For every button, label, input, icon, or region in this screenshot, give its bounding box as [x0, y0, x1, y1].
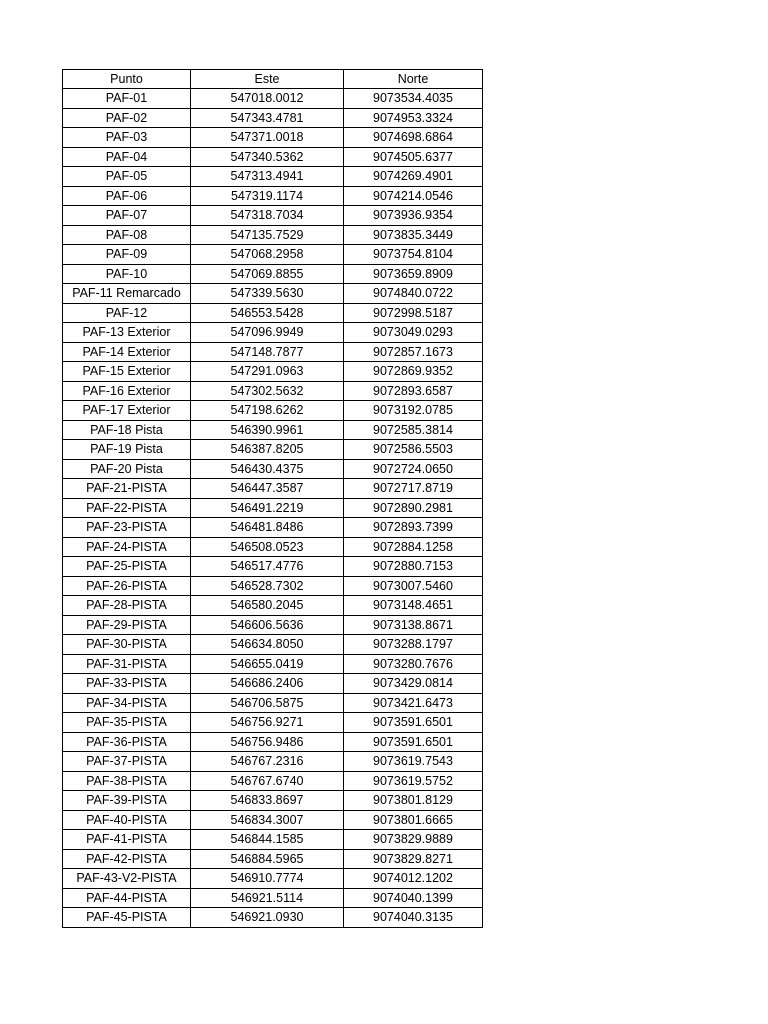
- table-row: [63, 752, 483, 772]
- cell-punto: PAF-17 Exterior: [63, 401, 191, 421]
- cell-este: 547068.2958: [191, 245, 344, 265]
- cell-este: 547313.4941: [191, 167, 344, 187]
- cell-este: 546580.2045: [191, 596, 344, 616]
- table-row: [63, 693, 483, 713]
- cell-punto: PAF-35-PISTA: [63, 713, 191, 733]
- cell-punto: PAF-25-PISTA: [63, 557, 191, 577]
- cell-punto: PAF-45-PISTA: [63, 908, 191, 928]
- table-row: [63, 186, 483, 206]
- cell-norte: 9072724.0650: [344, 459, 483, 479]
- table-row: [63, 303, 483, 323]
- cell-este: 547148.7877: [191, 342, 344, 362]
- cell-este: 547018.0012: [191, 89, 344, 109]
- cell-punto: PAF-12: [63, 303, 191, 323]
- cell-norte: 9073148.4651: [344, 596, 483, 616]
- cell-norte: 9072890.2981: [344, 498, 483, 518]
- cell-norte: 9074505.6377: [344, 147, 483, 167]
- cell-norte: 9072884.1258: [344, 537, 483, 557]
- table-row: [63, 498, 483, 518]
- cell-punto: PAF-44-PISTA: [63, 888, 191, 908]
- cell-punto: PAF-05: [63, 167, 191, 187]
- cell-norte: 9072857.1673: [344, 342, 483, 362]
- cell-norte: 9073429.0814: [344, 674, 483, 694]
- cell-este: 547291.0963: [191, 362, 344, 382]
- cell-este: 547096.9949: [191, 323, 344, 343]
- table-header: [63, 70, 483, 89]
- cell-este: 546553.5428: [191, 303, 344, 323]
- cell-este: 546844.1585: [191, 830, 344, 850]
- cell-este: 546655.0419: [191, 654, 344, 674]
- cell-norte: 9073619.7543: [344, 752, 483, 772]
- cell-este: 546447.3587: [191, 479, 344, 499]
- cell-punto: PAF-08: [63, 225, 191, 245]
- table-row: [63, 674, 483, 694]
- cell-norte: 9073801.8129: [344, 791, 483, 811]
- cell-norte: 9074840.0722: [344, 284, 483, 304]
- table-row: [63, 245, 483, 265]
- cell-este: 546921.0930: [191, 908, 344, 928]
- cell-este: 547319.1174: [191, 186, 344, 206]
- table-row: [63, 342, 483, 362]
- cell-punto: PAF-43-V2-PISTA: [63, 869, 191, 889]
- cell-punto: PAF-21-PISTA: [63, 479, 191, 499]
- cell-norte: 9072893.7399: [344, 518, 483, 538]
- table-row: [63, 557, 483, 577]
- cell-punto: PAF-13 Exterior: [63, 323, 191, 343]
- cell-punto: PAF-18 Pista: [63, 420, 191, 440]
- table-row: [63, 323, 483, 343]
- cell-este: 546706.5875: [191, 693, 344, 713]
- cell-norte: 9073138.8671: [344, 615, 483, 635]
- cell-norte: 9073801.6665: [344, 810, 483, 830]
- cell-este: 546606.5636: [191, 615, 344, 635]
- cell-punto: PAF-15 Exterior: [63, 362, 191, 382]
- cell-este: 546921.5114: [191, 888, 344, 908]
- table-row: [63, 576, 483, 596]
- table-row: [63, 654, 483, 674]
- cell-este: 546390.9961: [191, 420, 344, 440]
- cell-punto: PAF-16 Exterior: [63, 381, 191, 401]
- table-row: [63, 596, 483, 616]
- table-row: [63, 128, 483, 148]
- cell-punto: PAF-07: [63, 206, 191, 226]
- cell-este: 546387.8205: [191, 440, 344, 460]
- table-row: [63, 362, 483, 382]
- cell-este: 547318.7034: [191, 206, 344, 226]
- table-row: [63, 615, 483, 635]
- cell-norte: 9074698.6864: [344, 128, 483, 148]
- table-row: [63, 284, 483, 304]
- cell-norte: 9073619.5752: [344, 771, 483, 791]
- cell-punto: PAF-31-PISTA: [63, 654, 191, 674]
- cell-norte: 9073829.8271: [344, 849, 483, 869]
- cell-norte: 9074953.3324: [344, 108, 483, 128]
- cell-norte: 9072869.9352: [344, 362, 483, 382]
- cell-punto: PAF-03: [63, 128, 191, 148]
- cell-punto: PAF-11 Remarcado: [63, 284, 191, 304]
- header-punto: Punto: [63, 70, 191, 89]
- cell-punto: PAF-38-PISTA: [63, 771, 191, 791]
- cell-este: 547069.8855: [191, 264, 344, 284]
- cell-punto: PAF-06: [63, 186, 191, 206]
- cell-norte: 9074214.0546: [344, 186, 483, 206]
- table-row: [63, 108, 483, 128]
- table-row: [63, 401, 483, 421]
- cell-punto: PAF-23-PISTA: [63, 518, 191, 538]
- coordinates-table: [62, 69, 483, 928]
- cell-norte: 9073754.8104: [344, 245, 483, 265]
- cell-punto: PAF-22-PISTA: [63, 498, 191, 518]
- table-row: [63, 420, 483, 440]
- table-row: [63, 771, 483, 791]
- cell-norte: 9072998.5187: [344, 303, 483, 323]
- table-body: [63, 89, 483, 928]
- cell-punto: PAF-19 Pista: [63, 440, 191, 460]
- cell-este: 546491.2219: [191, 498, 344, 518]
- cell-norte: 9073936.9354: [344, 206, 483, 226]
- cell-norte: 9073192.0785: [344, 401, 483, 421]
- cell-norte: 9073534.4035: [344, 89, 483, 109]
- table-row: [63, 225, 483, 245]
- cell-norte: 9073835.3449: [344, 225, 483, 245]
- cell-punto: PAF-30-PISTA: [63, 635, 191, 655]
- cell-punto: PAF-29-PISTA: [63, 615, 191, 635]
- cell-punto: PAF-02: [63, 108, 191, 128]
- cell-este: 547371.0018: [191, 128, 344, 148]
- cell-punto: PAF-09: [63, 245, 191, 265]
- header-row: [63, 70, 483, 89]
- table-row: [63, 264, 483, 284]
- cell-punto: PAF-04: [63, 147, 191, 167]
- cell-punto: PAF-39-PISTA: [63, 791, 191, 811]
- cell-punto: PAF-14 Exterior: [63, 342, 191, 362]
- table-row: [63, 459, 483, 479]
- cell-este: 547198.6262: [191, 401, 344, 421]
- cell-punto: PAF-01: [63, 89, 191, 109]
- cell-este: 546756.9486: [191, 732, 344, 752]
- cell-este: 546767.2316: [191, 752, 344, 772]
- cell-este: 546686.2406: [191, 674, 344, 694]
- cell-punto: PAF-36-PISTA: [63, 732, 191, 752]
- table-row: [63, 440, 483, 460]
- cell-este: 547343.4781: [191, 108, 344, 128]
- cell-norte: 9074040.3135: [344, 908, 483, 928]
- table-row: [63, 635, 483, 655]
- cell-este: 546833.8697: [191, 791, 344, 811]
- table-row: [63, 89, 483, 109]
- cell-punto: PAF-24-PISTA: [63, 537, 191, 557]
- cell-norte: 9074269.4901: [344, 167, 483, 187]
- cell-norte: 9073591.6501: [344, 713, 483, 733]
- table-row: [63, 147, 483, 167]
- cell-punto: PAF-26-PISTA: [63, 576, 191, 596]
- header-este: Este: [191, 70, 344, 89]
- cell-norte: 9073591.6501: [344, 732, 483, 752]
- cell-norte: 9074040.1399: [344, 888, 483, 908]
- cell-punto: PAF-40-PISTA: [63, 810, 191, 830]
- table-row: [63, 908, 483, 928]
- cell-este: 546430.4375: [191, 459, 344, 479]
- cell-este: 547339.5630: [191, 284, 344, 304]
- cell-norte: 9073007.5460: [344, 576, 483, 596]
- cell-norte: 9073421.6473: [344, 693, 483, 713]
- table-row: [63, 167, 483, 187]
- cell-norte: 9072880.7153: [344, 557, 483, 577]
- cell-norte: 9072893.6587: [344, 381, 483, 401]
- cell-este: 547302.5632: [191, 381, 344, 401]
- table-row: [63, 537, 483, 557]
- cell-norte: 9073280.7676: [344, 654, 483, 674]
- cell-punto: PAF-34-PISTA: [63, 693, 191, 713]
- cell-norte: 9072586.5503: [344, 440, 483, 460]
- cell-norte: 9073829.9889: [344, 830, 483, 850]
- table-row: [63, 381, 483, 401]
- cell-punto: PAF-33-PISTA: [63, 674, 191, 694]
- cell-norte: 9072585.3814: [344, 420, 483, 440]
- table-row: [63, 830, 483, 850]
- cell-punto: PAF-37-PISTA: [63, 752, 191, 772]
- cell-este: 546634.8050: [191, 635, 344, 655]
- table-row: [63, 206, 483, 226]
- cell-punto: PAF-28-PISTA: [63, 596, 191, 616]
- cell-este: 547340.5362: [191, 147, 344, 167]
- cell-este: 546884.5965: [191, 849, 344, 869]
- cell-norte: 9072717.8719: [344, 479, 483, 499]
- cell-punto: PAF-10: [63, 264, 191, 284]
- cell-norte: 9073288.1797: [344, 635, 483, 655]
- table-row: [63, 810, 483, 830]
- table-row: [63, 888, 483, 908]
- table-row: [63, 869, 483, 889]
- table-row: [63, 713, 483, 733]
- cell-este: 546517.4776: [191, 557, 344, 577]
- table-row: [63, 791, 483, 811]
- cell-este: 546910.7774: [191, 869, 344, 889]
- cell-norte: 9073049.0293: [344, 323, 483, 343]
- cell-punto: PAF-41-PISTA: [63, 830, 191, 850]
- cell-punto: PAF-20 Pista: [63, 459, 191, 479]
- cell-este: 546481.8486: [191, 518, 344, 538]
- table-row: [63, 732, 483, 752]
- table-row: [63, 849, 483, 869]
- cell-este: 547135.7529: [191, 225, 344, 245]
- cell-norte: 9074012.1202: [344, 869, 483, 889]
- cell-punto: PAF-42-PISTA: [63, 849, 191, 869]
- cell-este: 546834.3007: [191, 810, 344, 830]
- cell-este: 546756.9271: [191, 713, 344, 733]
- table-row: [63, 479, 483, 499]
- cell-este: 546767.6740: [191, 771, 344, 791]
- header-norte: Norte: [344, 70, 483, 89]
- cell-este: 546508.0523: [191, 537, 344, 557]
- cell-este: 546528.7302: [191, 576, 344, 596]
- cell-norte: 9073659.8909: [344, 264, 483, 284]
- table-row: [63, 518, 483, 538]
